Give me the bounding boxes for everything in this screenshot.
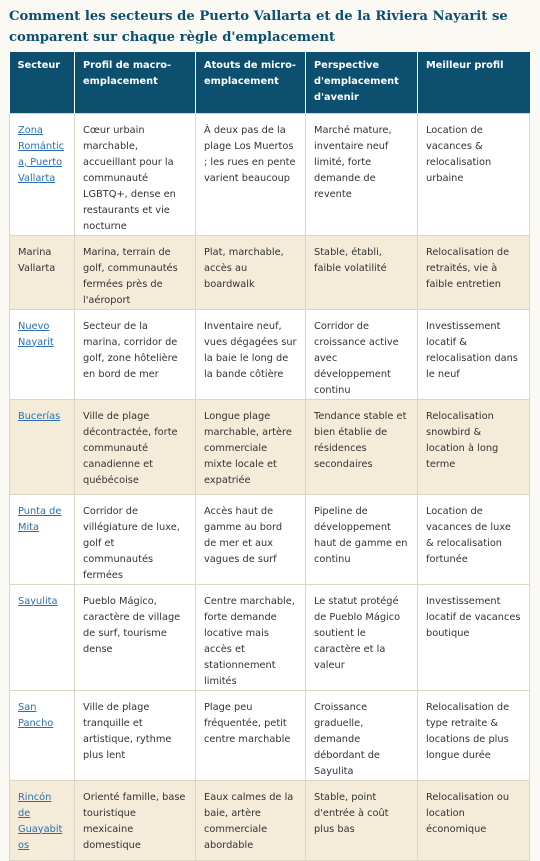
table-cell: Longue plage marchable, artère commerciale mixte locale et expatriée <box>196 399 306 494</box>
table-header-row <box>10 52 530 113</box>
table-cell: Croissance graduelle, demande débordant de Sayulita <box>306 690 418 780</box>
table-row <box>10 235 530 309</box>
table-cell: Centre marchable, forte demande locative mais accès et stationnement limités <box>196 584 306 690</box>
table-cell: Relocalisation snowbird & location à long terme <box>418 399 530 494</box>
table-cell: Ville de plage tranquille et artistique, rythme plus lent <box>75 690 196 780</box>
table-cell: Plat, marchable, accès au boardwalk <box>196 235 306 309</box>
column-header-secteur: Secteur <box>10 52 75 113</box>
sector-link[interactable]: Bucerías <box>10 399 75 494</box>
table-row <box>10 584 530 690</box>
table-cell: Location de vacances de luxe & relocalisation fortunée <box>418 494 530 584</box>
column-header-macro: Profil de macro-emplacement <box>75 52 196 113</box>
table-cell: Investissement locatif & relocalisation dans le neuf <box>418 309 530 399</box>
table-cell: Tendance stable et bien établie de résidences secondaires <box>306 399 418 494</box>
table-cell: Location de vacances & relocalisation urbaine <box>418 113 530 235</box>
table-row <box>10 113 530 235</box>
table-cell: Investissement locatif de vacances boutique <box>418 584 530 690</box>
sector-link[interactable]: Zona Romántica, Puerto Vallarta <box>10 113 75 235</box>
table-cell: Cœur urbain marchable, accueillant pour la communauté LGBTQ+, dense en restaurants et vie nocturne <box>75 113 196 235</box>
table-cell: Plage peu fréquentée, petit centre marchable <box>196 690 306 780</box>
sector-link[interactable]: Rincón de Guayabitos <box>10 780 75 860</box>
table-cell: Stable, établi, faible volatilité <box>306 235 418 309</box>
comparison-table <box>9 52 530 861</box>
table-cell: Marché mature, inventaire neuf limité, forte demande de revente <box>306 113 418 235</box>
table-cell: Relocalisation ou location économique <box>418 780 530 860</box>
column-header-perspective: Perspective d'emplacement d'avenir <box>306 52 418 113</box>
table-row <box>10 780 530 860</box>
page-title: Comment les secteurs de Puerto Vallarta et de la Riviera Nayarit se comparent sur chaque règle d'emplacement <box>9 9 508 45</box>
sector-link[interactable]: Sayulita <box>10 584 75 690</box>
table-cell: Stable, point d'entrée à coût plus bas <box>306 780 418 860</box>
table-cell: Secteur de la marina, corridor de golf, zone hôtelière en bord de mer <box>75 309 196 399</box>
table-cell: Pueblo Mágico, caractère de village de surf, tourisme dense <box>75 584 196 690</box>
column-header-meilleur-profil: Meilleur profil <box>418 52 530 113</box>
sector-link[interactable]: San Pancho <box>10 690 75 780</box>
table-cell: Corridor de villégiature de luxe, golf et communautés fermées <box>75 494 196 584</box>
table-cell: Inventaire neuf, vues dégagées sur la baie le long de la bande côtière <box>196 309 306 399</box>
sector-label: Marina Vallarta <box>10 235 75 309</box>
table-cell: À deux pas de la plage Los Muertos ; les rues en pente varient beaucoup <box>196 113 306 235</box>
table-row <box>10 494 530 584</box>
table-cell: Relocalisation de type retraite & locations de plus longue durée <box>418 690 530 780</box>
table-cell: Corridor de croissance active avec développement continu <box>306 309 418 399</box>
sector-link[interactable]: Punta de Mita <box>10 494 75 584</box>
sector-link[interactable]: Nuevo Nayarit <box>10 309 75 399</box>
column-header-micro: Atouts de micro-emplacement <box>196 52 306 113</box>
table-cell: Eaux calmes de la baie, artère commerciale abordable <box>196 780 306 860</box>
table-cell: Relocalisation de retraités, vie à faible entretien <box>418 235 530 309</box>
table-cell: Le statut protégé de Pueblo Mágico soutient le caractère et la valeur <box>306 584 418 690</box>
table-cell: Orienté famille, base touristique mexicaine domestique <box>75 780 196 860</box>
table-cell: Ville de plage décontractée, forte communauté canadienne et québécoise <box>75 399 196 494</box>
table-cell: Accès haut de gamme au bord de mer et aux vagues de surf <box>196 494 306 584</box>
table-row <box>10 309 530 399</box>
table-cell: Marina, terrain de golf, communautés fermées près de l'aéroport <box>75 235 196 309</box>
table-row <box>10 399 530 494</box>
table-cell: Pipeline de développement haut de gamme en continu <box>306 494 418 584</box>
